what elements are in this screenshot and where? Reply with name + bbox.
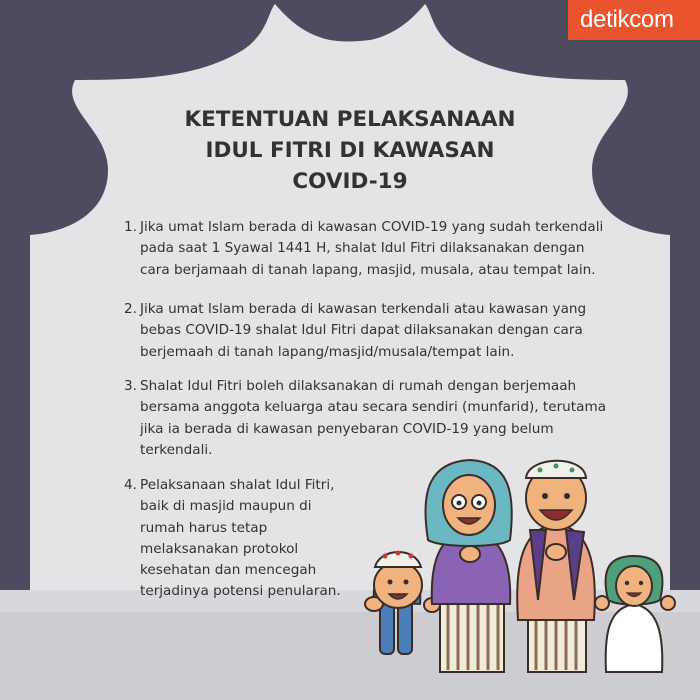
rule-item (124, 475, 356, 603)
rule-item (124, 217, 616, 281)
rule-text: Jika umat Islam berada di kawasan terkendali atau kawasan yang bebas COVID-19 shalat Idul Fitri dapat dilaksanakan dengan cara berjemaah di tanah lapang/masjid/musala/tempat lain. (140, 301, 587, 360)
detikcom-logo[interactable] (568, 0, 700, 40)
title-line: COVID-19 (292, 169, 408, 194)
rule-number: 4. (124, 477, 137, 493)
rule-item (124, 376, 616, 461)
rule-number: 2. (124, 301, 137, 317)
rule-text: Jika umat Islam berada di kawasan COVID-19 yang sudah terkendali pada saat 1 Syawal 1441 H, shalat Idul Fitri dilaksanakan dengan cara berjamaah di tanah lapang, masjid, musala, atau tempat lain. (140, 219, 604, 278)
rule-number: 3. (124, 378, 137, 394)
title-line: IDUL FITRI DI KAWASAN (205, 138, 495, 163)
page-title (120, 104, 580, 197)
title-line: KETENTUAN PELAKSANAAN (184, 107, 516, 132)
rule-text: Shalat Idul Fitri boleh dilaksanakan di rumah dengan berjemaah bersama anggota keluarga atau secara sendiri (munfarid), terutama jika ia berada di kawasan penyebaran COVID-19 yang belum terkendali. (140, 378, 607, 458)
rule-number: 1. (124, 219, 137, 235)
father-figure (517, 461, 595, 672)
logo-text: detikcom (580, 6, 674, 33)
rule-item (124, 299, 616, 363)
rule-text: Pelaksanaan shalat Idul Fitri, baik di masjid maupun di rumah harus tetap melaksanakan protokol kesehatan dan mencegah terjadinya potensi penularan. (140, 477, 341, 600)
